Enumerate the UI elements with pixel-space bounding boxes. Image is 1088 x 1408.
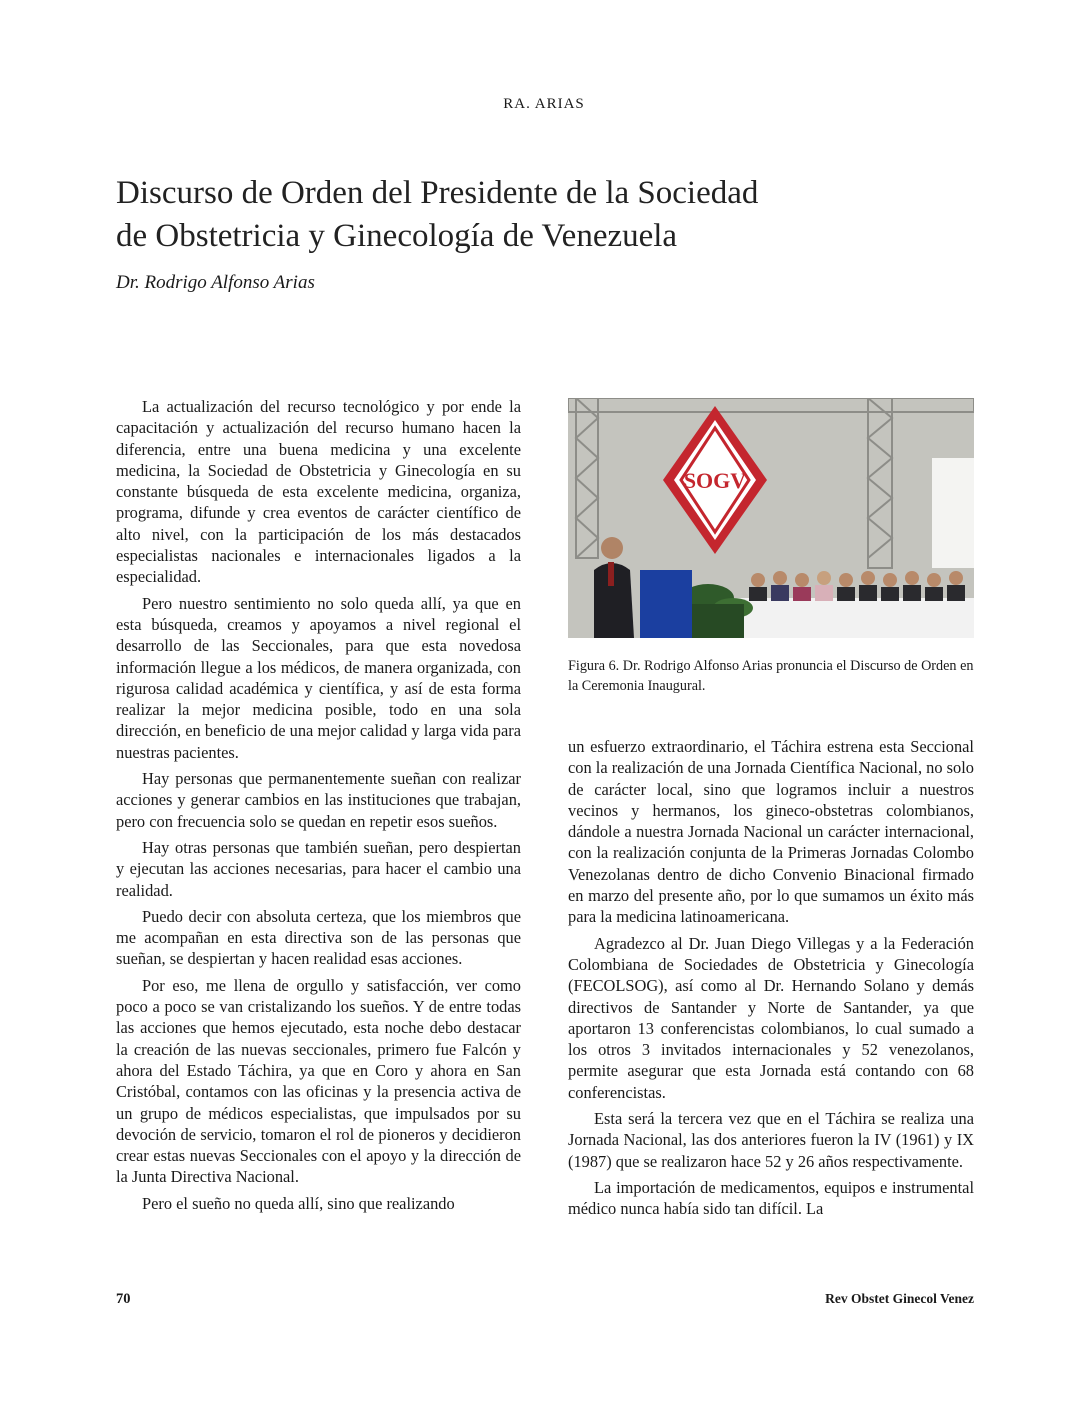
paragraph: Por eso, me llena de orgullo y satisfacción, ver como poco a poco se van cristalizando los sueños. Y de entre todas las acciones que hemos ejecutado, esta noche debo destacar la creación de las nuevas seccionales, primero fue Falcón y ahora del Estado Táchira, ya que en Coro y ahora en San Cristóbal, contamos con las oficinas y la presencia activa de un grupo de médicos especialistas, que impulsados por su devoción de servicio, tomaron el rol de pioneros y decidieron crear estas nuevas Seccionales con el apoyo y la dirección de la Junta Directiva Nacional. — [116, 975, 521, 1187]
paragraph: Hay otras personas que también sueñan, pero despiertan y ejecutan las acciones necesarias, para hacer el cambio una realidad. — [116, 837, 521, 900]
head-table — [728, 598, 974, 638]
left-column — [116, 396, 521, 1219]
logo-letters: SOGV — [683, 468, 747, 493]
article-author: Dr. Rodrigo Alfonso Arias — [116, 272, 315, 293]
paragraph: La actualización del recurso tecnológico y por ende la capacitación y actualización del recurso humano hacen la diferencia, entre una buena medicina y una excelente medicina, la Sociedad de Obstetricia y Ginecología en su constante búsqueda de esta excelente medicina, organiza, programa, difunde y crea eventos de carácter científico de alto nivel, con la participación de los más destacados especialistas nacionales e internacionales ligados a la especialidad. — [116, 397, 521, 587]
journal-name: Rev Obstet Ginecol Venez — [825, 1291, 974, 1306]
paragraph: Pero nuestro sentimiento no solo queda allí, ya que en esta búsqueda, creamos y apoyamos a nivel regional el desarrollo de las Seccionales, para que esta novedosa información llegue a los médicos, de manera organizada, con rigurosa calidad académica y científica, y así de esta forma realizar la mejor medicina posible, todo en una sola dirección, en beneficio de una mejor calidad y larga vida para nuestras pacientes. — [116, 593, 521, 762]
article-title — [116, 172, 936, 258]
paragraph: Puedo decir con absoluta certeza, que los miembros que me acompañan en esta directiva son de las personas que sueñan, se despiertan y hacen realidad esas acciones. — [116, 906, 521, 969]
right-column — [568, 736, 974, 1225]
figure-photo — [568, 398, 974, 638]
paragraph: Hay personas que permanentemente sueñan con realizar acciones y generar cambios en las instituciones que trabajan, pero con frecuencia solo se quedan en repetir esos sueños. — [116, 769, 521, 831]
ceremony-photo-illustration — [568, 398, 974, 638]
title-line-1: Discurso de Orden del Presidente de la Sociedad — [116, 175, 759, 211]
podium — [640, 570, 692, 638]
paragraph: Pero el sueño no queda allí, sino que realizando — [142, 1193, 455, 1213]
page-number: 70 — [116, 1291, 131, 1307]
paragraph: Esta será la tercera vez que en el Táchira se realiza una Jornada Nacional, las dos anteriores fueron la IV (1961) y IX (1987) que se realizaron hace 52 y 26 años respectivamente. — [568, 1109, 974, 1171]
paragraph: Agradezco al Dr. Juan Diego Villegas y a la Federación Colombiana de Sociedades de Obstetricia y Ginecología (FECOLSOG), así como al Dr. Hernando Solano y demás directivos de Santander y Norte de Santander, ya que aportaron 13 conferencistas colombianos, lo cual sumado a los otros 3 invitados internacionales y 52 venezolanos, permite asegurar que esta Jornada está contando con 68 conferencistas. — [568, 933, 974, 1102]
title-line-2: de Obstetricia y Ginecología de Venezuela — [116, 218, 678, 254]
running-head: RA. ARIAS — [503, 96, 585, 112]
figure-caption: Figura 6. Dr. Rodrigo Alfonso Arias pronuncia el Discurso de Orden en la Ceremonia Inaugural. — [568, 658, 974, 694]
paragraph: La importación de medicamentos, equipos e instrumental médico nunca había sido tan difícil. La — [568, 1177, 974, 1219]
projection-screen — [932, 458, 974, 568]
paragraph: un esfuerzo extraordinario, el Táchira estrena esta Seccional con la realización de una Jornada Científica Nacional, no solo de carácter local, sino que logramos incluir a nuestros vecinos y hermanos, los gineco-obstetras colombianos, dándole a nuestra Jornada Nacional un carácter internacional, con la realización conjunta de la Primeras Jornadas Colombo Venezolanas dentro de dicho Convenio Binacional firmado en marzo del presente año, por lo que sumamos un éxito más para la medicina latinoamericana. — [568, 737, 974, 927]
